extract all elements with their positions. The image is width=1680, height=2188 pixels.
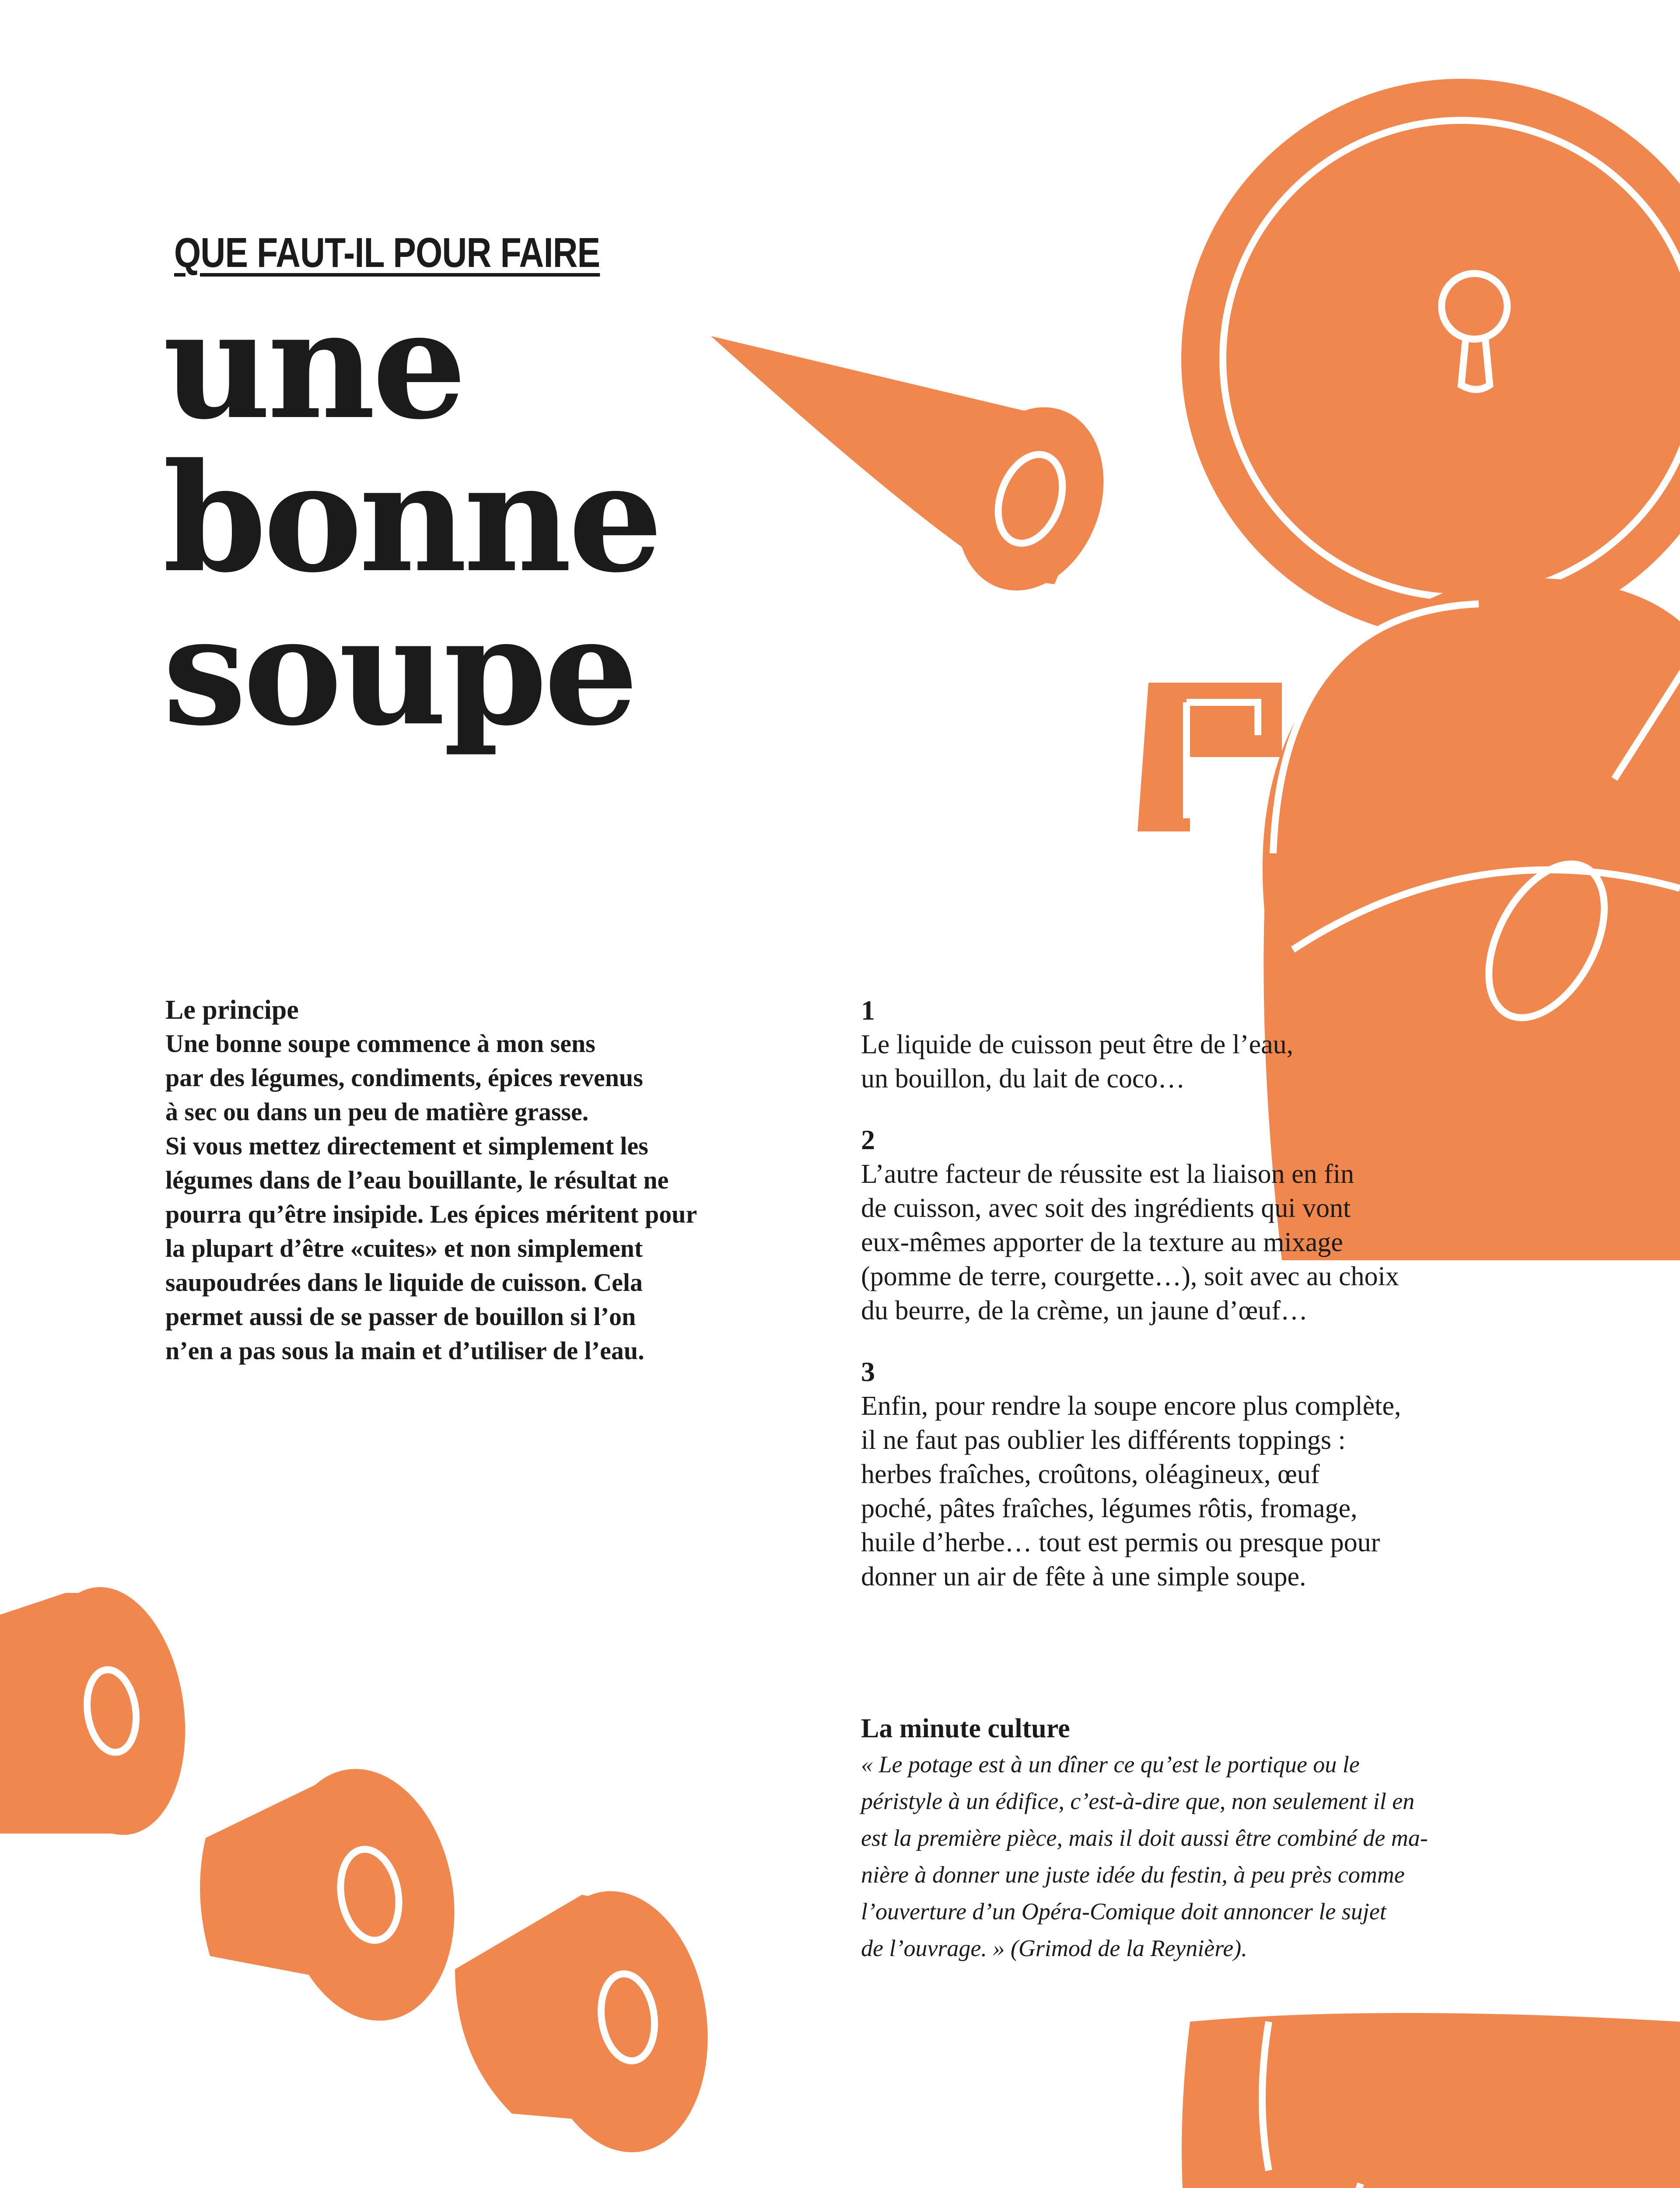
title-line: bonne (163, 431, 660, 606)
carrot-slice-illustration (455, 1880, 724, 2163)
step-number: 2 (861, 1124, 875, 1155)
title-line: une (163, 278, 463, 452)
culture-quote: « Le potage est à un dîner ce qu’est le portique ou le péristyle à un édifice, c’est-à-dire que, non seulement il en est la première pièce, mais il doit aussi être combiné de ma- nière à donner une juste idée du festin, à peu près comme l’ouverture d’un Opéra-Comique doit annoncer le sujet de l’ouvrage. » (Grimod de la Reynière). (861, 1751, 1428, 1961)
kicker-heading: QUE FAUT-IL POUR FAIRE (174, 229, 600, 276)
carrot-tip-illustration (711, 336, 1128, 611)
principe-heading: Le principe (165, 995, 299, 1025)
carrot-chunk-illustration (1182, 2013, 1680, 2188)
step-3 (861, 1355, 1544, 1594)
title-line: soupe (163, 584, 635, 759)
carrot-slice-illustration (200, 1755, 473, 2035)
principe-body: Une bonne soupe commence à mon sens par des légumes, condiments, épices revenus à sec ou dans un peu de matière grasse. Si vous mettez directement et simplement les légumes dans de l’eau bouillante, le résultat ne pourra qu’être insipide. Les épices méritent pour la plupart d’être «cuites» et non simplement saupoudrées dans le liquide de cuisson. Cela permet aussi de se passer de bouillon si l’on n’en a pas sous la main et d’utiliser de l’eau. (165, 1029, 697, 1365)
page-title (163, 278, 660, 759)
step-2 (861, 1123, 1544, 1328)
pot-lid-illustration (1181, 79, 1680, 639)
step-text: Le liquide de cuisson peut être de l’eau, un bouillon, du lait de coco… (861, 1030, 1294, 1094)
culture-section (861, 1711, 1552, 1967)
culture-heading: La minute culture (861, 1714, 1070, 1743)
steps-section (861, 993, 1544, 1621)
step-text: L’autre facteur de réussite est la liaison en fin de cuisson, avec soit des ingrédients qui vont eux-mêmes apporter de la texture au mixage (pomme de terre, courgette…), soit avec au choix du beurre, de la crème, un jaune d’œuf… (861, 1159, 1399, 1325)
carrot-slice-illustration (0, 1578, 200, 1844)
step-1 (861, 993, 1544, 1096)
step-number: 3 (861, 1356, 875, 1387)
step-number: 1 (861, 995, 875, 1026)
principe-section (165, 993, 787, 1368)
step-text: Enfin, pour rendre la soupe encore plus complète, il ne faut pas oublier les différents toppings : herbes fraîches, croûtons, oléagineux, œuf poché, pâtes fraîches, légumes rôtis, fromage, huile d’herbe… tout est permis ou presque pour donner un air de fête à une simple soupe. (861, 1391, 1401, 1592)
